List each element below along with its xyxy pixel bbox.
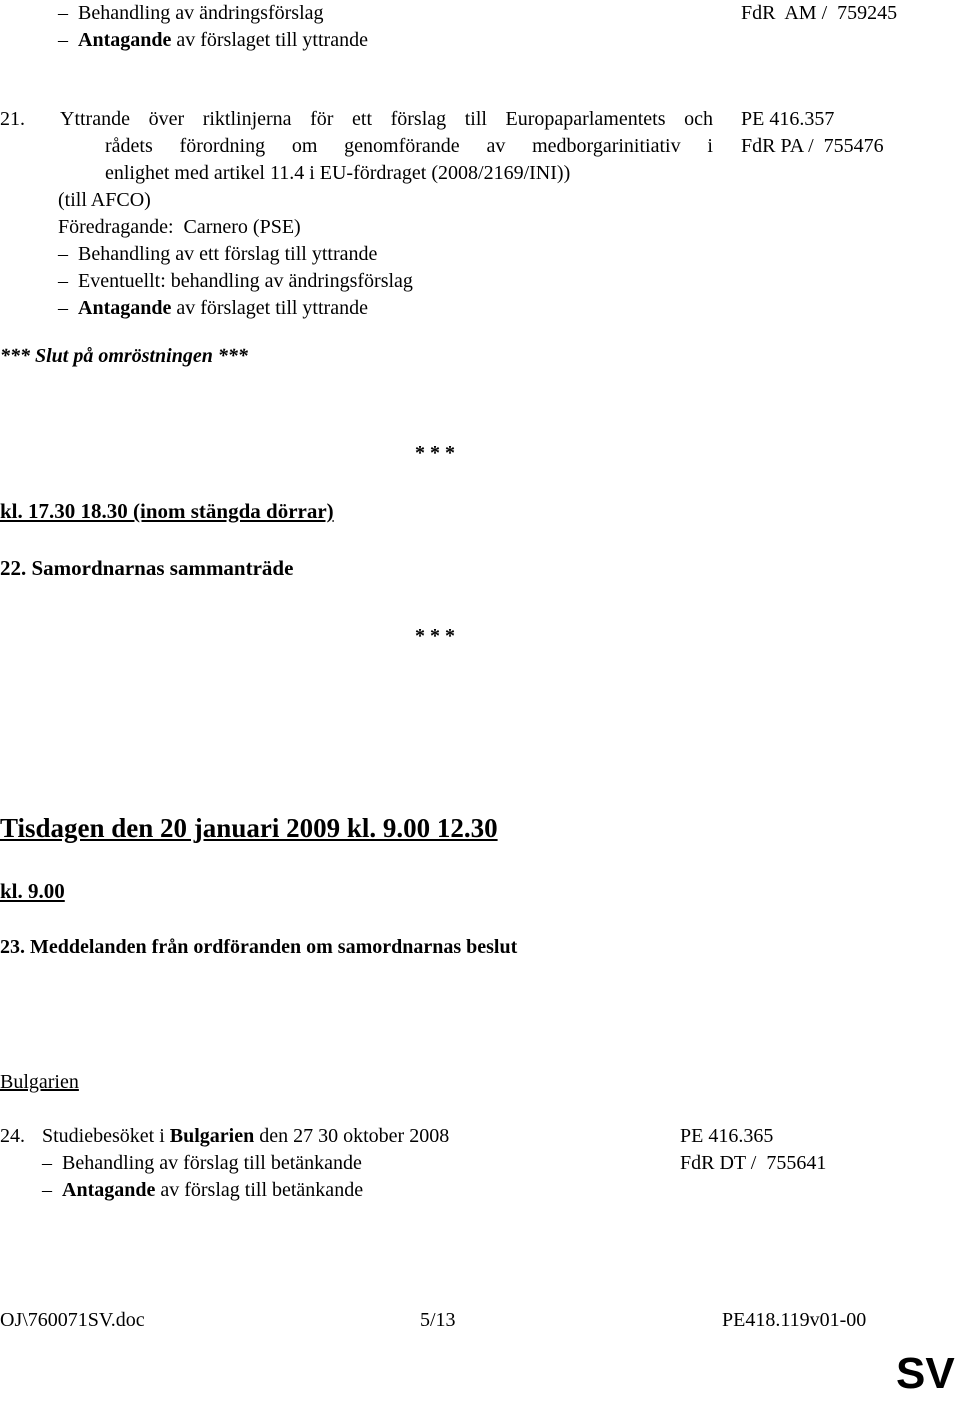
item21-title-line1-word: och: [684, 108, 713, 130]
item21-step-amendments: – Eventuellt: behandling av ändringsförslag: [58, 268, 413, 295]
item21-title-line1-word: till: [464, 108, 487, 130]
item21-title-line1-words: [60, 106, 713, 133]
item21-fdr-ref: FdR PA / 755476: [741, 135, 884, 157]
item21-title-line2-word: genomförande: [344, 135, 460, 157]
item21-title-line1: [60, 106, 713, 133]
top-fdr-ref: FdR AM / 759245: [741, 2, 898, 24]
top-step-amendments: – Behandling av ändringsförslag: [58, 0, 324, 27]
item21-title-line2-word: i: [707, 135, 713, 157]
item21-title-line2-words: [105, 133, 713, 160]
item24-number: 24.: [0, 1125, 25, 1147]
item21-title-line1-word: ett: [352, 108, 373, 130]
item21-pe-ref: PE 416.357: [741, 108, 835, 130]
item21-title-line1-word: riktlinjerna: [202, 108, 292, 130]
item24-fdr-ref: FdR DT / 755641: [680, 1152, 827, 1174]
item21-title-line2-word: rådets: [105, 135, 153, 157]
item23-title: 23. Meddelanden från ordföranden om samordnarnas beslut: [0, 936, 518, 958]
footer-language-code: SV: [896, 1349, 955, 1398]
item21-title-line1-word: Europaparlamentets: [505, 108, 666, 130]
item24-title: Studiebesöket i Bulgarien den 27 30 oktober 2008: [42, 1125, 450, 1147]
item24-step-adoption: – Antagande av förslag till betänkande: [42, 1177, 363, 1204]
item21-title-line2-word: av: [486, 135, 506, 157]
item21-title-line1-word: över: [148, 108, 185, 130]
footer-page-number: 5/13: [420, 1309, 456, 1331]
item21-step-adoption: – Antagande av förslaget till yttrande: [58, 295, 368, 322]
vote-end-marker: *** Slut på omröstningen ***: [0, 345, 248, 367]
top-step-adoption: – Antagande av förslaget till yttrande: [58, 27, 368, 54]
item22-title: 22. Samordnarnas sammanträde: [0, 556, 294, 580]
separator-stars-2: * * *: [415, 625, 455, 647]
item21-step-draft: – Behandling av ett förslag till yttrande: [58, 241, 377, 268]
item21-title-line2: [105, 133, 713, 160]
item21-title-line1-word: förslag: [390, 108, 447, 130]
item21-title-line1-word: för: [310, 108, 334, 130]
item21-title-line1-word: Yttrande: [60, 108, 130, 130]
item21-rapporteur: Föredragande: Carnero (PSE): [58, 216, 301, 238]
session-time: kl. 17.30 18.30 (inom stängda dörrar): [0, 499, 334, 523]
item21-number: 21.: [0, 108, 25, 130]
footer-doc-name: OJ\760071SV.doc: [0, 1309, 145, 1331]
day-heading: Tisdagen den 20 januari 2009 kl. 9.00 12.30: [0, 813, 498, 843]
item21-title-line2-word: förordning: [179, 135, 266, 157]
item24-pe-ref: PE 416.365: [680, 1125, 774, 1147]
item21-title-line3: enlighet med artikel 11.4 i EU-fördraget (2008/2169/INI)): [105, 162, 571, 184]
item21-committee: (till AFCO): [58, 189, 151, 211]
footer-pe-number: PE418.119v01-00: [722, 1309, 867, 1331]
separator-stars-1: * * *: [415, 442, 455, 464]
section-heading-bulgaria: Bulgarien: [0, 1071, 79, 1093]
time-9-00: kl. 9.00: [0, 879, 65, 903]
item21-title-line2-word: om: [291, 135, 318, 157]
item21-title-line2-word: medborgarinitiativ: [532, 135, 681, 157]
item24-step-draft: – Behandling av förslag till betänkande: [42, 1150, 362, 1177]
